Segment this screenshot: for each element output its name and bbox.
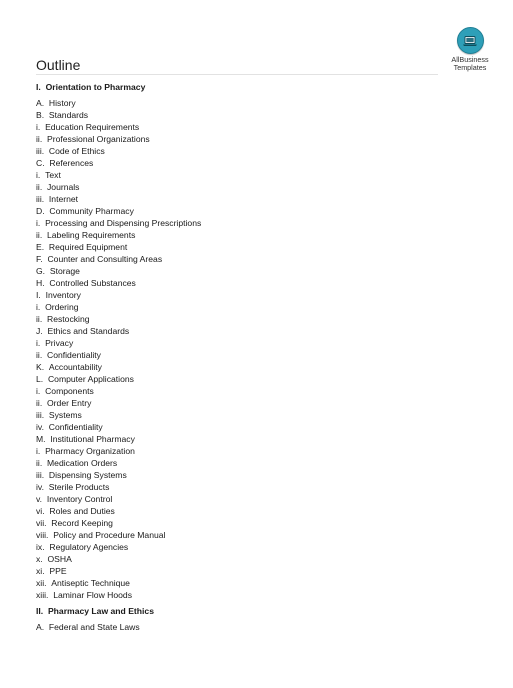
outline-item bbox=[36, 493, 456, 505]
outline-item bbox=[36, 361, 456, 373]
outline-text: Standards bbox=[48, 110, 89, 120]
outline-item bbox=[36, 565, 456, 577]
outline-text: Professional Organizations bbox=[47, 134, 150, 144]
outline-item bbox=[36, 217, 456, 229]
outline-text: OSHA bbox=[47, 554, 72, 564]
outline-text: Pharmacy Law and Ethics bbox=[47, 606, 154, 616]
outline-marker: iii. bbox=[36, 146, 45, 156]
outline-text: Restocking bbox=[47, 314, 90, 324]
outline-marker: ii. bbox=[36, 350, 43, 360]
outline-text: Orientation to Pharmacy bbox=[45, 82, 146, 92]
outline-marker: A. bbox=[36, 98, 45, 108]
outline-marker: vi. bbox=[36, 506, 45, 516]
outline-marker: ii. bbox=[36, 458, 43, 468]
outline-item bbox=[36, 409, 456, 421]
outline-item bbox=[36, 445, 456, 457]
outline-item bbox=[36, 589, 456, 601]
outline-marker: i. bbox=[36, 170, 41, 180]
outline-text: PPE bbox=[49, 566, 67, 576]
outline-marker: i. bbox=[36, 446, 41, 456]
outline-marker: C. bbox=[36, 158, 45, 168]
outline-text: Laminar Flow Hoods bbox=[53, 590, 133, 600]
outline-item bbox=[36, 169, 456, 181]
outline-marker: I. bbox=[36, 82, 41, 92]
outline-marker: iv. bbox=[36, 422, 44, 432]
outline-text: Community Pharmacy bbox=[49, 206, 134, 216]
outline-marker: v. bbox=[36, 494, 43, 504]
outline-marker: L. bbox=[36, 374, 44, 384]
outline-item bbox=[36, 469, 456, 481]
outline-text: Inventory Control bbox=[46, 494, 113, 504]
logo-line-2: Templates bbox=[453, 63, 487, 72]
outline-text: Pharmacy Organization bbox=[45, 446, 135, 456]
outline-text: References bbox=[49, 158, 94, 168]
outline-item bbox=[36, 205, 456, 217]
outline-text: Ordering bbox=[45, 302, 79, 312]
outline-marker: i. bbox=[36, 386, 41, 396]
outline-item bbox=[36, 145, 456, 157]
outline-text: Code of Ethics bbox=[48, 146, 105, 156]
outline-item bbox=[36, 457, 456, 469]
outline-marker: H. bbox=[36, 278, 45, 288]
outline-marker: viii. bbox=[36, 530, 49, 540]
outline-item bbox=[36, 553, 456, 565]
outline-marker: xii. bbox=[36, 578, 47, 588]
outline-text: Systems bbox=[48, 410, 82, 420]
outline-marker: ix. bbox=[36, 542, 45, 552]
outline-text: Components bbox=[45, 386, 94, 396]
outline-item bbox=[36, 385, 456, 397]
outline-marker: B. bbox=[36, 110, 45, 120]
outline-item bbox=[36, 133, 456, 145]
outline-marker: iii. bbox=[36, 410, 45, 420]
outline-text: Antiseptic Technique bbox=[51, 578, 130, 588]
outline-text: Roles and Duties bbox=[49, 506, 115, 516]
logo-text bbox=[451, 56, 488, 72]
outline-item bbox=[36, 181, 456, 193]
outline-item bbox=[36, 373, 456, 385]
outline-item bbox=[36, 313, 456, 325]
outline-text: Processing and Dispensing Prescriptions bbox=[45, 218, 202, 228]
outline-marker: G. bbox=[36, 266, 46, 276]
outline-marker: iii. bbox=[36, 470, 45, 480]
outline-marker: E. bbox=[36, 242, 45, 252]
outline-item bbox=[36, 621, 456, 633]
outline-item bbox=[36, 337, 456, 349]
outline-item bbox=[36, 97, 456, 109]
outline-marker: iii. bbox=[36, 194, 45, 204]
outline-marker: K. bbox=[36, 362, 45, 372]
outline-marker: ii. bbox=[36, 314, 43, 324]
outline-marker: I. bbox=[36, 290, 41, 300]
outline-item bbox=[36, 301, 456, 313]
outline-marker: vii. bbox=[36, 518, 47, 528]
outline-item bbox=[36, 481, 456, 493]
outline-item bbox=[36, 517, 456, 529]
outline-item bbox=[36, 505, 456, 517]
outline-item bbox=[36, 397, 456, 409]
outline-item bbox=[36, 109, 456, 121]
outline-marker: iv. bbox=[36, 482, 44, 492]
outline-item bbox=[36, 421, 456, 433]
outline-item bbox=[36, 289, 456, 301]
outline-text: Controlled Substances bbox=[49, 278, 136, 288]
outline-item bbox=[36, 265, 456, 277]
outline-item bbox=[36, 577, 456, 589]
outline-text: Accountability bbox=[48, 362, 102, 372]
outline-section-heading bbox=[36, 80, 456, 94]
outline-text: History bbox=[48, 98, 76, 108]
outline-item bbox=[36, 121, 456, 133]
outline-item bbox=[36, 529, 456, 541]
outline-text: Confidentiality bbox=[47, 350, 101, 360]
outline-text: Required Equipment bbox=[48, 242, 128, 252]
outline-text: Regulatory Agencies bbox=[49, 542, 129, 552]
outline-marker: ii. bbox=[36, 398, 43, 408]
outline-item bbox=[36, 253, 456, 265]
outline-item bbox=[36, 349, 456, 361]
outline-marker: J. bbox=[36, 326, 43, 336]
page-title: Outline bbox=[36, 57, 81, 73]
outline-section-heading bbox=[36, 604, 456, 618]
outline-marker: ii. bbox=[36, 230, 43, 240]
outline-marker: A. bbox=[36, 622, 45, 632]
outline-item bbox=[36, 193, 456, 205]
outline-item bbox=[36, 229, 456, 241]
outline-marker: M. bbox=[36, 434, 46, 444]
outline-item bbox=[36, 157, 456, 169]
outline-text: Order Entry bbox=[47, 398, 92, 408]
logo-line-1: AllBusiness bbox=[451, 55, 489, 64]
outline-text: Sterile Products bbox=[48, 482, 110, 492]
outline-item bbox=[36, 241, 456, 253]
outline-marker: F. bbox=[36, 254, 43, 264]
allbusiness-templates-logo[interactable] bbox=[447, 27, 493, 72]
outline-item bbox=[36, 277, 456, 289]
laptop-icon bbox=[457, 27, 484, 54]
outline-marker: i. bbox=[36, 338, 41, 348]
outline-marker: ii. bbox=[36, 182, 43, 192]
outline-text: Labeling Requirements bbox=[47, 230, 136, 240]
outline-text: Policy and Procedure Manual bbox=[53, 530, 166, 540]
outline-text: Federal and State Laws bbox=[48, 622, 140, 632]
outline-text: Inventory bbox=[45, 290, 81, 300]
title-divider bbox=[36, 74, 438, 75]
outline-text: Ethics and Standards bbox=[47, 326, 130, 336]
outline-text: Record Keeping bbox=[51, 518, 113, 528]
outline-list bbox=[36, 80, 456, 633]
outline-marker: xi. bbox=[36, 566, 45, 576]
outline-item bbox=[36, 433, 456, 445]
outline-item bbox=[36, 325, 456, 337]
outline-text: Education Requirements bbox=[45, 122, 140, 132]
outline-text: Medication Orders bbox=[47, 458, 118, 468]
outline-item bbox=[36, 541, 456, 553]
outline-text: Computer Applications bbox=[47, 374, 134, 384]
outline-text: Privacy bbox=[45, 338, 74, 348]
outline-text: Dispensing Systems bbox=[48, 470, 127, 480]
outline-text: Storage bbox=[49, 266, 80, 276]
outline-text: Institutional Pharmacy bbox=[50, 434, 135, 444]
outline-marker: II. bbox=[36, 606, 44, 616]
outline-marker: i. bbox=[36, 218, 41, 228]
outline-text: Confidentiality bbox=[48, 422, 103, 432]
outline-marker: D. bbox=[36, 206, 45, 216]
outline-marker: i. bbox=[36, 122, 41, 132]
outline-marker: ii. bbox=[36, 134, 43, 144]
outline-text: Internet bbox=[48, 194, 79, 204]
outline-text: Text bbox=[45, 170, 61, 180]
outline-marker: i. bbox=[36, 302, 41, 312]
outline-marker: x. bbox=[36, 554, 43, 564]
outline-text: Journals bbox=[47, 182, 80, 192]
outline-text: Counter and Consulting Areas bbox=[47, 254, 163, 264]
outline-marker: xiii. bbox=[36, 590, 49, 600]
